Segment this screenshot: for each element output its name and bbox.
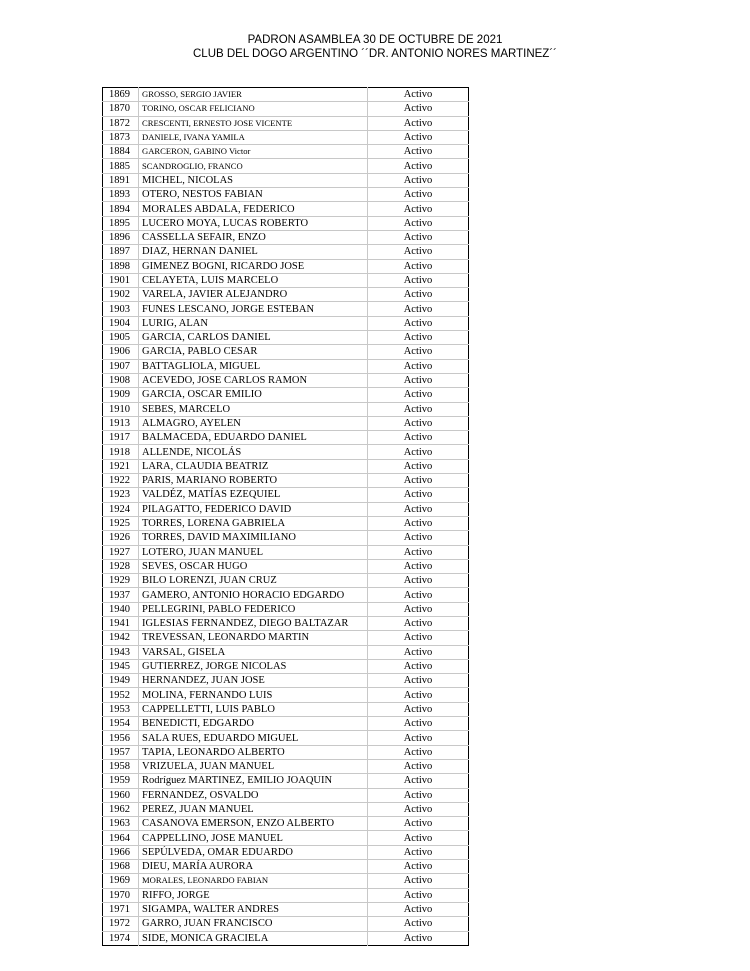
member-name-cell: SEPÚLVEDA, OMAR EDUARDO [139, 845, 368, 859]
member-status-cell: Activo [368, 273, 469, 287]
member-name-cell: SEVES, OSCAR HUGO [139, 559, 368, 573]
table-row [103, 802, 469, 816]
member-name-cell: VARSAL, GISELA [139, 645, 368, 659]
member-name-cell: Rodríguez MARTINEZ, EMILIO JOAQUIN [139, 774, 368, 788]
table-row [103, 545, 469, 559]
table-row [103, 230, 469, 244]
table-row [103, 102, 469, 116]
table-row [103, 402, 469, 416]
table-row [103, 245, 469, 259]
member-number-cell: 1959 [103, 774, 139, 788]
member-status-cell: Activo [368, 731, 469, 745]
member-number-cell: 1949 [103, 674, 139, 688]
member-status-cell: Activo [368, 288, 469, 302]
member-status-cell: Activo [368, 130, 469, 144]
member-number-cell: 1927 [103, 545, 139, 559]
member-status-cell: Activo [368, 874, 469, 888]
member-status-cell: Activo [368, 759, 469, 773]
member-status-cell: Activo [368, 745, 469, 759]
member-name-cell: MORALES ABDALA, FEDERICO [139, 202, 368, 216]
member-number-cell: 1870 [103, 102, 139, 116]
table-row [103, 745, 469, 759]
member-name-cell: IGLESIAS FERNANDEZ, DIEGO BALTAZAR [139, 616, 368, 630]
member-status-cell: Activo [368, 102, 469, 116]
member-name-cell: GARCERON, GABINO Victor [139, 145, 368, 159]
document-header [0, 33, 750, 61]
table-row [103, 917, 469, 931]
member-name-cell: TAPIA, LEONARDO ALBERTO [139, 745, 368, 759]
member-status-cell: Activo [368, 402, 469, 416]
member-name-cell: DANIELE, IVANA YAMILA [139, 130, 368, 144]
member-name-cell: FERNANDEZ, OSVALDO [139, 788, 368, 802]
table-row [103, 759, 469, 773]
table-row [103, 173, 469, 187]
table-row [103, 259, 469, 273]
member-status-cell: Activo [368, 216, 469, 230]
member-name-cell: BATTAGLIOLA, MIGUEL [139, 359, 368, 373]
member-name-cell: ALLENDE, NICOLÁS [139, 445, 368, 459]
table-row [103, 702, 469, 716]
table-row [103, 431, 469, 445]
table-row [103, 888, 469, 902]
member-status-cell: Activo [368, 674, 469, 688]
table-row [103, 331, 469, 345]
member-name-cell: BALMACEDA, EDUARDO DANIEL [139, 431, 368, 445]
member-name-cell: ALMAGRO, AYELEN [139, 416, 368, 430]
member-number-cell: 1885 [103, 159, 139, 173]
member-number-cell: 1963 [103, 817, 139, 831]
member-name-cell: LARA, CLAUDIA BEATRIZ [139, 459, 368, 473]
member-name-cell: CASANOVA EMERSON, ENZO ALBERTO [139, 817, 368, 831]
member-number-cell: 1968 [103, 860, 139, 874]
member-status-cell: Activo [368, 373, 469, 387]
member-status-cell: Activo [368, 545, 469, 559]
member-name-cell: PELLEGRINI, PABLO FEDERICO [139, 602, 368, 616]
member-status-cell: Activo [368, 616, 469, 630]
table-row [103, 502, 469, 516]
member-number-cell: 1906 [103, 345, 139, 359]
table-row [103, 574, 469, 588]
member-status-cell: Activo [368, 230, 469, 244]
table-row [103, 674, 469, 688]
document-subtitle: CLUB DEL DOGO ARGENTINO ´´DR. ANTONIO NORES MARTINEZ´´ [193, 48, 557, 60]
member-name-cell: DIAZ, HERNAN DANIEL [139, 245, 368, 259]
member-number-cell: 1952 [103, 688, 139, 702]
member-name-cell: SIDE, MONICA GRACIELA [139, 931, 368, 945]
member-status-cell: Activo [368, 645, 469, 659]
member-status-cell: Activo [368, 831, 469, 845]
member-name-cell: VRIZUELA, JUAN MANUEL [139, 759, 368, 773]
member-name-cell: TORRES, LORENA GABRIELA [139, 516, 368, 530]
member-name-cell: LUCERO MOYA, LUCAS ROBERTO [139, 216, 368, 230]
member-number-cell: 1897 [103, 245, 139, 259]
member-status-cell: Activo [368, 388, 469, 402]
member-number-cell: 1905 [103, 331, 139, 345]
member-number-cell: 1942 [103, 631, 139, 645]
member-name-cell: MORALES, LEONARDO FABIAN [139, 874, 368, 888]
member-number-cell: 1962 [103, 802, 139, 816]
table-row [103, 273, 469, 287]
table-row [103, 316, 469, 330]
member-status-cell: Activo [368, 774, 469, 788]
member-number-cell: 1956 [103, 731, 139, 745]
member-status-cell: Activo [368, 445, 469, 459]
table-row [103, 359, 469, 373]
table-row [103, 459, 469, 473]
member-number-cell: 1966 [103, 845, 139, 859]
table-row [103, 516, 469, 530]
member-name-cell: BILO LORENZI, JUAN CRUZ [139, 574, 368, 588]
member-name-cell: SIGAMPA, WALTER ANDRES [139, 902, 368, 916]
member-status-cell: Activo [368, 331, 469, 345]
member-name-cell: FUNES LESCANO, JORGE ESTEBAN [139, 302, 368, 316]
member-status-cell: Activo [368, 917, 469, 931]
member-name-cell: VALDÉZ, MATÍAS EZEQUIEL [139, 488, 368, 502]
table-row [103, 373, 469, 387]
table-row [103, 130, 469, 144]
member-status-cell: Activo [368, 888, 469, 902]
member-number-cell: 1945 [103, 659, 139, 673]
table-row [103, 416, 469, 430]
table-row [103, 188, 469, 202]
member-name-cell: HERNANDEZ, JUAN JOSE [139, 674, 368, 688]
member-number-cell: 1958 [103, 759, 139, 773]
member-number-cell: 1902 [103, 288, 139, 302]
member-name-cell: DIEU, MARÍA AURORA [139, 860, 368, 874]
table-row [103, 688, 469, 702]
member-number-cell: 1895 [103, 216, 139, 230]
member-number-cell: 1872 [103, 116, 139, 130]
member-number-cell: 1901 [103, 273, 139, 287]
member-status-cell: Activo [368, 488, 469, 502]
member-name-cell: SCANDROGLIO, FRANCO [139, 159, 368, 173]
member-status-cell: Activo [368, 631, 469, 645]
member-status-cell: Activo [368, 931, 469, 945]
table-row [103, 845, 469, 859]
member-name-cell: RIFFO, JORGE [139, 888, 368, 902]
member-status-cell: Activo [368, 788, 469, 802]
member-name-cell: CAPPELLINO, JOSE MANUEL [139, 831, 368, 845]
member-number-cell: 1869 [103, 88, 139, 102]
member-name-cell: CAPPELLETTI, LUIS PABLO [139, 702, 368, 716]
member-status-cell: Activo [368, 116, 469, 130]
member-status-cell: Activo [368, 474, 469, 488]
table-row [103, 831, 469, 845]
member-number-cell: 1904 [103, 316, 139, 330]
member-number-cell: 1910 [103, 402, 139, 416]
member-number-cell: 1921 [103, 459, 139, 473]
member-name-cell: LOTERO, JUAN MANUEL [139, 545, 368, 559]
member-name-cell: LURIG, ALAN [139, 316, 368, 330]
member-number-cell: 1928 [103, 559, 139, 573]
member-number-cell: 1957 [103, 745, 139, 759]
member-name-cell: ACEVEDO, JOSE CARLOS RAMON [139, 373, 368, 387]
member-status-cell: Activo [368, 559, 469, 573]
member-status-cell: Activo [368, 145, 469, 159]
member-name-cell: SEBES, MARCELO [139, 402, 368, 416]
table-row [103, 531, 469, 545]
member-name-cell: MOLINA, FERNANDO LUIS [139, 688, 368, 702]
member-name-cell: GIMENEZ BOGNI, RICARDO JOSE [139, 259, 368, 273]
member-number-cell: 1925 [103, 516, 139, 530]
member-name-cell: GARRO, JUAN FRANCISCO [139, 917, 368, 931]
member-name-cell: CRESCENTI, ERNESTO JOSE VICENTE [139, 116, 368, 130]
member-number-cell: 1924 [103, 502, 139, 516]
member-status-cell: Activo [368, 717, 469, 731]
member-number-cell: 1909 [103, 388, 139, 402]
table-row [103, 288, 469, 302]
member-number-cell: 1960 [103, 788, 139, 802]
member-name-cell: GROSSO, SERGIO JAVIER [139, 88, 368, 102]
table-row [103, 902, 469, 916]
member-status-cell: Activo [368, 688, 469, 702]
member-number-cell: 1943 [103, 645, 139, 659]
member-number-cell: 1974 [103, 931, 139, 945]
member-status-cell: Activo [368, 302, 469, 316]
member-number-cell: 1971 [103, 902, 139, 916]
member-status-cell: Activo [368, 588, 469, 602]
member-number-cell: 1884 [103, 145, 139, 159]
member-name-cell: VARELA, JAVIER ALEJANDRO [139, 288, 368, 302]
member-name-cell: CELAYETA, LUIS MARCELO [139, 273, 368, 287]
member-number-cell: 1894 [103, 202, 139, 216]
member-status-cell: Activo [368, 574, 469, 588]
member-number-cell: 1917 [103, 431, 139, 445]
member-number-cell: 1923 [103, 488, 139, 502]
table-row [103, 860, 469, 874]
member-name-cell: OTERO, NESTOS FABIAN [139, 188, 368, 202]
member-name-cell: PARIS, MARIANO ROBERTO [139, 474, 368, 488]
member-number-cell: 1954 [103, 717, 139, 731]
document-title: PADRON ASAMBLEA 30 DE OCTUBRE DE 2021 [247, 34, 503, 46]
member-name-cell: PEREZ, JUAN MANUEL [139, 802, 368, 816]
table-row [103, 88, 469, 102]
member-name-cell: GARCIA, CARLOS DANIEL [139, 331, 368, 345]
table-row [103, 731, 469, 745]
member-status-cell: Activo [403, 89, 433, 101]
table-row [103, 616, 469, 630]
member-number-cell: 1918 [103, 445, 139, 459]
member-status-cell: Activo [368, 316, 469, 330]
member-status-cell: Activo [368, 259, 469, 273]
member-roster-body [103, 88, 469, 946]
member-status-cell: Activo [368, 345, 469, 359]
table-row [103, 216, 469, 230]
member-name-cell: TORINO, OSCAR FELICIANO [139, 102, 368, 116]
member-number-cell: 1964 [103, 831, 139, 845]
table-row [103, 631, 469, 645]
member-status-cell: Activo [368, 359, 469, 373]
table-row [103, 345, 469, 359]
member-status-cell: Activo [368, 431, 469, 445]
member-status-cell: Activo [368, 502, 469, 516]
member-status-cell: Activo [368, 416, 469, 430]
member-number-cell: 1940 [103, 602, 139, 616]
table-row [103, 788, 469, 802]
member-name-cell: CASSELLA SEFAIR, ENZO [139, 230, 368, 244]
table-row [103, 659, 469, 673]
member-status-cell: Activo [368, 802, 469, 816]
member-number-cell: 1908 [103, 373, 139, 387]
member-number-cell: 1969 [103, 874, 139, 888]
member-number-cell: 1873 [103, 130, 139, 144]
member-status-cell: Activo [368, 845, 469, 859]
member-status-cell: Activo [368, 860, 469, 874]
table-row [103, 445, 469, 459]
member-number-cell: 1926 [103, 531, 139, 545]
member-status-cell: Activo [368, 459, 469, 473]
table-row [103, 588, 469, 602]
member-name-cell: GUTIERREZ, JORGE NICOLAS [139, 659, 368, 673]
member-number-cell: 1941 [103, 616, 139, 630]
member-status-cell: Activo [368, 516, 469, 530]
member-name-cell: GAMERO, ANTONIO HORACIO EDGARDO [139, 588, 368, 602]
table-row [103, 488, 469, 502]
member-status-cell: Activo [368, 659, 469, 673]
member-number-cell: 1929 [103, 574, 139, 588]
table-row [103, 645, 469, 659]
member-number-cell: 1898 [103, 259, 139, 273]
member-status-cell: Activo [368, 188, 469, 202]
member-name-cell: MICHEL, NICOLAS [139, 173, 368, 187]
member-number-cell: 1913 [103, 416, 139, 430]
table-row [103, 202, 469, 216]
member-number-cell: 1903 [103, 302, 139, 316]
member-name-cell: BENEDICTI, EDGARDO [139, 717, 368, 731]
member-number-cell: 1896 [103, 230, 139, 244]
table-row [103, 817, 469, 831]
table-row [103, 388, 469, 402]
table-row [103, 874, 469, 888]
member-status-cell: Activo [368, 817, 469, 831]
member-status-cell: Activo [368, 531, 469, 545]
table-row [103, 602, 469, 616]
member-number-cell: 1953 [103, 702, 139, 716]
table-row [103, 717, 469, 731]
member-number-cell: 1891 [103, 173, 139, 187]
member-status-cell: Activo [368, 202, 469, 216]
member-status-cell: Activo [368, 602, 469, 616]
member-number-cell: 1893 [103, 188, 139, 202]
member-name-cell: GARCIA, OSCAR EMILIO [139, 388, 368, 402]
member-number-cell: 1922 [103, 474, 139, 488]
table-row [103, 931, 469, 945]
member-number-cell: 1970 [103, 888, 139, 902]
member-number-cell: 1907 [103, 359, 139, 373]
table-row [103, 159, 469, 173]
member-roster-table [102, 87, 469, 946]
table-row [103, 559, 469, 573]
member-status-cell: Activo [368, 902, 469, 916]
table-row [103, 116, 469, 130]
member-status-cell: Activo [368, 173, 469, 187]
table-row [103, 302, 469, 316]
member-name-cell: GARCIA, PABLO CESAR [139, 345, 368, 359]
member-status-cell: Activo [368, 159, 469, 173]
member-name-cell: TREVESSAN, LEONARDO MARTIN [139, 631, 368, 645]
member-number-cell: 1972 [103, 917, 139, 931]
table-row [103, 474, 469, 488]
member-name-cell: TORRES, DAVID MAXIMILIANO [139, 531, 368, 545]
member-number-cell: 1937 [103, 588, 139, 602]
member-name-cell: PILAGATTO, FEDERICO DAVID [139, 502, 368, 516]
table-row [103, 145, 469, 159]
member-status-cell: Activo [368, 702, 469, 716]
member-status-cell: Activo [368, 245, 469, 259]
member-name-cell: SALA RUES, EDUARDO MIGUEL [139, 731, 368, 745]
table-row [103, 774, 469, 788]
